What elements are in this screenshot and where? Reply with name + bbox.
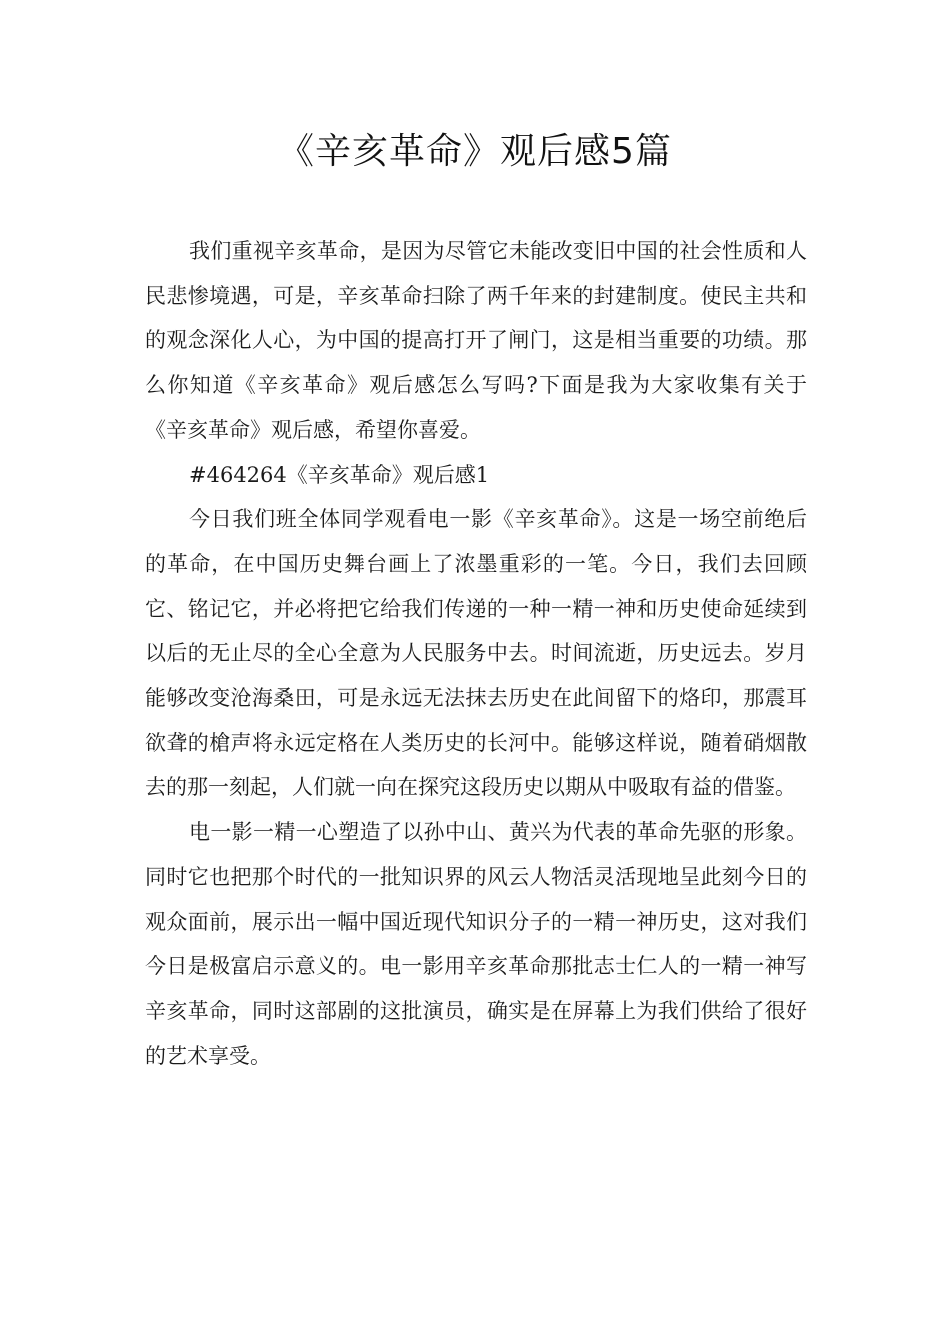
paragraph-body-2: 电一影一精一心塑造了以孙中山、黄兴为代表的革命先驱的形象。同时它也把那个时代的一批知识界的风云人物活灵活现地呈此刻今日的观众面前，展示出一幅中国近现代知识分子的一精一神历史，这对我们今日是极富启示意义的。电一影用辛亥革命那批志士仁人的一精一神写辛亥革命，同时这部剧的这批演员，确实是在屏幕上为我们供给了很好的艺术享受。: [145, 820, 807, 1068]
paragraph-intro: 我们重视辛亥革命，是因为尽管它未能改变旧中国的社会性质和人民悲惨境遇，可是，辛亥革命扫除了两千年来的封建制度。使民主共和的观念深化人心，为中国的提高打开了闸门，这是相当重要的功绩。那么你知道《辛亥革命》观后感怎么写吗?下面是我为大家收集有关于《辛亥革命》观后感，希望你喜爱。: [145, 239, 807, 442]
paragraph-body-1: 今日我们班全体同学观看电一影《辛亥革命》。这是一场空前绝后的革命，在中国历史舞台画上了浓墨重彩的一笔。今日，我们去回顾它、铭记它，并必将把它给我们传递的一种一精一神和历史使命延续到以后的无止尽的全心全意为人民服务中去。时间流逝，历史远去。岁月能够改变沧海桑田，可是永远无法抹去历史在此间留下的烙印，那震耳欲聋的槍声将永远定格在人类历史的长河中。能够这样说，随着硝烟散去的那一刻起，人们就一向在探究这段历史以期从中吸取有益的借鉴。: [145, 507, 807, 800]
document-title: 《辛亥革命》观后感5篇: [278, 131, 672, 172]
document-body: [145, 229, 807, 1078]
paragraph-section-heading: #464264《辛亥革命》观后感1: [189, 462, 490, 487]
